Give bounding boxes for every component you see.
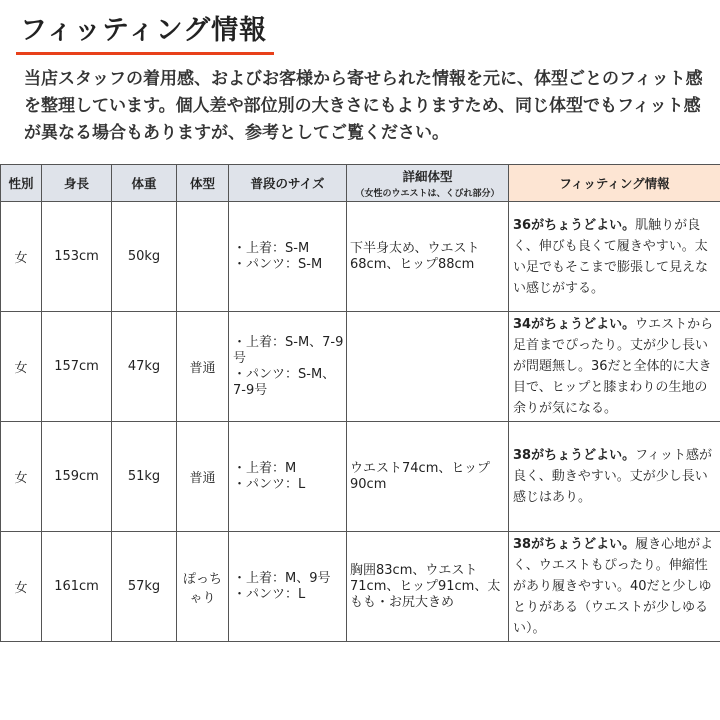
size-top: ・上着：S-M <box>233 240 310 256</box>
cell-height: 157cm <box>42 312 112 422</box>
fit-comment: 履き心地がよく、ウエストもぴったり。伸縮性があり履きやすい。40だと少しゆとりがある（ウエストが少しゆるい）。 <box>513 537 714 636</box>
cell-detail <box>347 312 509 422</box>
table-row <box>1 422 720 532</box>
cell-weight: 47kg <box>112 312 177 422</box>
size-pants: ・パンツ：L <box>233 476 306 492</box>
cell-detail: ウエスト74cm、ヒップ90cm <box>347 422 509 532</box>
size-top: ・上着：M、9号 <box>233 570 331 586</box>
fit-verdict: 38がちょうどよい。 <box>513 448 636 463</box>
fit-comment: フィット感が良く、動きやすい。丈が少し長い感じはあり。 <box>513 448 713 505</box>
table-row <box>1 202 720 312</box>
header-fitting: フィッティング情報 <box>509 165 720 202</box>
cell-sex: 女 <box>1 532 42 642</box>
header-height: 身長 <box>42 165 112 202</box>
fit-verdict: 34がちょうどよい。 <box>513 317 636 332</box>
cell-fitting <box>509 422 720 532</box>
header-sex: 性別 <box>1 165 42 202</box>
size-pants: ・パンツ：S-M、7-9号 <box>233 366 336 398</box>
header-usual-size: 普段のサイズ <box>229 165 347 202</box>
cell-weight: 51kg <box>112 422 177 532</box>
table-header-row <box>1 165 720 202</box>
header-detail-label: 詳細体型 <box>402 169 453 184</box>
fit-comment: ウエストから足首までぴったり。丈が少し長いが問題無し。36だと全体的に大き目で、ヒップと膝まわりの生地の余りが気になる。 <box>513 317 714 416</box>
cell-fitting <box>509 532 720 642</box>
cell-sex: 女 <box>1 312 42 422</box>
cell-body-type: 普通 <box>177 312 229 422</box>
title-block <box>20 14 267 48</box>
fitting-table <box>0 164 720 642</box>
cell-fitting <box>509 202 720 312</box>
size-pants: ・パンツ：S-M <box>233 256 323 272</box>
header-detail-note: （女性のウエストは、くびれ部分） <box>355 189 500 199</box>
header-weight: 体重 <box>112 165 177 202</box>
cell-height: 159cm <box>42 422 112 532</box>
cell-sex: 女 <box>1 202 42 312</box>
cell-usual-size <box>229 532 347 642</box>
cell-weight: 57kg <box>112 532 177 642</box>
cell-body-type: 普通 <box>177 422 229 532</box>
page-title: フィッティング情報 <box>20 15 268 46</box>
fit-comment: 肌触りが良く、伸びも良くて履きやすい。太い足でもそこまで膨張して見えない感じがする。 <box>513 217 709 296</box>
table-row <box>1 532 720 642</box>
cell-body-type <box>177 202 229 312</box>
size-pants: ・パンツ：L <box>233 586 306 602</box>
header-detail <box>347 165 509 202</box>
header-body-type: 体型 <box>177 165 229 202</box>
cell-fitting <box>509 312 720 422</box>
fit-verdict: 38がちょうどよい。 <box>513 537 636 552</box>
cell-detail: 下半身太め、ウエスト68cm、ヒップ88cm <box>347 202 509 312</box>
cell-height: 161cm <box>42 532 112 642</box>
title-underline <box>16 52 274 55</box>
size-top: ・上着：M <box>233 460 297 476</box>
table-row <box>1 312 720 422</box>
cell-sex: 女 <box>1 422 42 532</box>
cell-body-type: ぽっちゃり <box>177 532 229 642</box>
cell-detail: 胸囲83cm、ウエスト71cm、ヒップ91cm、太もも・お尻大きめ <box>347 532 509 642</box>
cell-usual-size <box>229 202 347 312</box>
fit-verdict: 36がちょうどよい。 <box>513 217 636 233</box>
intro-text: 当店スタッフの着用感、およびお客様から寄せられた情報を元に、体型ごとのフィット感を整理しています。個人差や部位別の大きさにもよりますため、同じ体型でもフィット感が異なる場合もありますが、参考としてご覧ください。 <box>24 69 703 143</box>
cell-weight: 50kg <box>112 202 177 312</box>
cell-usual-size <box>229 312 347 422</box>
cell-usual-size <box>229 422 347 532</box>
size-top: ・上着：S-M、7-9号 <box>233 334 344 366</box>
cell-height: 153cm <box>42 202 112 312</box>
